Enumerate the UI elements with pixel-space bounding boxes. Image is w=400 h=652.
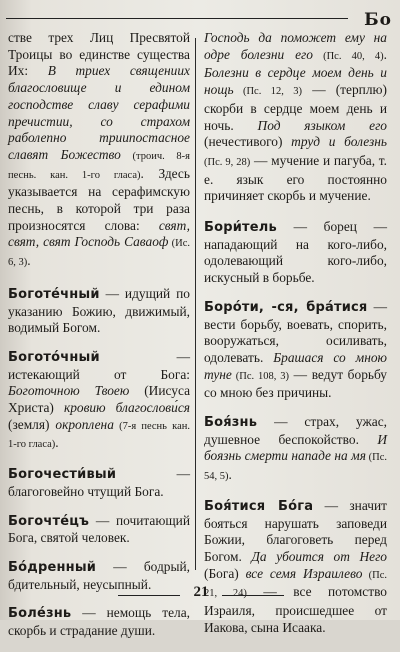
scripture-reference: (троич. 8-я песнь. кан. 1-го гласа): [8, 150, 190, 181]
definition-text: (Бога): [204, 565, 246, 581]
definition-text: .: [383, 46, 387, 62]
dictionary-entry: [204, 414, 387, 486]
definition-text: стве трех Лиц Пресвятой Троицы во единстве существа Их:: [8, 30, 190, 79]
quotation-text: окроплена: [55, 416, 114, 432]
dictionary-entry: [8, 286, 190, 337]
entry-headword: Боле́знь: [8, 606, 72, 622]
entry-continuation: [8, 30, 190, 272]
scripture-reference: (Пс. 40, 4): [312, 50, 384, 62]
entry-headword: Боро́ти, -ся, бра́тися: [204, 299, 368, 315]
quotation-text: Боготочною Твоею: [8, 383, 130, 399]
definition-text: — ведут борьбу со мною без причины.: [204, 366, 387, 401]
definition-text: — значит бояться нарушать заповеди Божии, благоговеть перед Богом.: [204, 497, 388, 564]
definition-text: — все потомство Израиля, происшедшее от Иакова, сына Исаака.: [204, 584, 388, 635]
entry-headword: Боя́знь: [204, 415, 258, 431]
quotation-text: В триех священиих благословище и едином господстве славу серафими пречистии, со страхом раболепно триипостасное славят Божество: [8, 63, 190, 162]
definition-text: .: [228, 467, 232, 483]
quotation-text: И боязнь смерти нападе на мя: [204, 431, 387, 464]
right-column: [204, 30, 387, 649]
quotation-text: свят, свят, свят Господь Саваоф: [8, 217, 190, 250]
column-divider: [195, 38, 196, 570]
definition-text: (нечестивого): [204, 134, 292, 150]
definition-text: — мучение и пагуба, т. е. язык его постоянно причиняет скорбь и мучение.: [204, 152, 387, 204]
entry-headword: Богото́чный: [8, 349, 100, 365]
entry-continuation: [204, 30, 387, 205]
dictionary-entry: [204, 498, 387, 637]
definition-text: — истекающий от Бога:: [8, 348, 190, 382]
dictionary-entry: [204, 219, 387, 287]
definition-text: (земля): [8, 416, 56, 432]
quotation-text: кровию благослови́ся: [63, 400, 190, 416]
left-column: [8, 30, 190, 652]
definition-text: .: [27, 253, 31, 269]
dictionary-entry: [8, 513, 190, 547]
entry-headword: Богочте́цъ: [8, 513, 90, 529]
scripture-reference: (Пс. 108, 3): [231, 370, 290, 382]
entry-headword: Боготе́чный: [8, 286, 100, 302]
definition-text: — вести борьбу, воевать, спорить, вооружаться, осиливать, одолевать.: [204, 298, 387, 365]
quotation-text: труд и болезнь: [291, 134, 387, 150]
dictionary-entry: [204, 299, 387, 402]
scripture-reference: (Пс. 9, 28): [204, 156, 251, 168]
quotation-text: Господь да поможет ему на одре болезни его: [204, 30, 387, 62]
quotation-text: Брашася со мною туне: [204, 349, 387, 382]
definition-text: — благоговейно чтущий Бога.: [8, 466, 190, 499]
entry-headword: Богочести́вый: [8, 467, 117, 483]
entry-headword: Боя́тися Бо́га: [204, 498, 314, 514]
dictionary-entry: [8, 349, 190, 454]
definition-text: — идущий по указанию Божию, движимый, водимый Богом.: [8, 285, 190, 336]
scripture-reference: (Ис. 6, 3): [8, 238, 190, 269]
quotation-text: Болезни в сердце моем день и нощь: [204, 65, 387, 98]
definition-text: — почитающий Бога, святой человек.: [8, 512, 190, 546]
definition-text: — борец — нападающий на кого-либо, одолевающий кого-либо, искусный в борьбе.: [204, 219, 387, 286]
definition-text: — бодрый, бдительный, неусыпный.: [8, 558, 190, 592]
footer-rule-right: [222, 595, 284, 596]
page-footer: [0, 582, 400, 606]
definition-text: — страх, ужас, душевное беспокойство.: [204, 414, 387, 447]
header-rule: [6, 18, 348, 19]
running-head: Бо: [364, 10, 392, 30]
definition-text: (Иисуса Христа): [8, 383, 191, 416]
scripture-reference: (7-я песнь кан. 1-го гласа): [8, 420, 190, 451]
scripture-reference: (Пс. 12, 3): [233, 86, 303, 98]
quotation-text: все семя Израилево: [245, 565, 363, 581]
dictionary-entry: [8, 605, 190, 639]
definition-text: — (терплю) скорби в сердце моем день и ночь.: [204, 82, 387, 133]
quotation-text: Под языком его: [257, 117, 387, 133]
definition-text: . Здесь указывается на серафимскую песнь, в которой три раза произносятся слова:: [8, 165, 190, 233]
page-number: 21: [193, 584, 209, 600]
definition-text: — немощь тела, скорбь и страдание души.: [8, 605, 190, 639]
scripture-reference: (Пс. 54, 5): [204, 452, 387, 483]
quotation-text: Да убоится от Него: [251, 548, 387, 564]
entry-headword: Бо́дренный: [8, 559, 97, 575]
dictionary-entry: [8, 466, 190, 500]
entry-headword: Бори́тель: [204, 220, 277, 236]
definition-text: .: [55, 435, 59, 451]
scripture-reference: (Пс. 21, 24): [204, 569, 387, 600]
footer-rule-left: [118, 595, 180, 596]
